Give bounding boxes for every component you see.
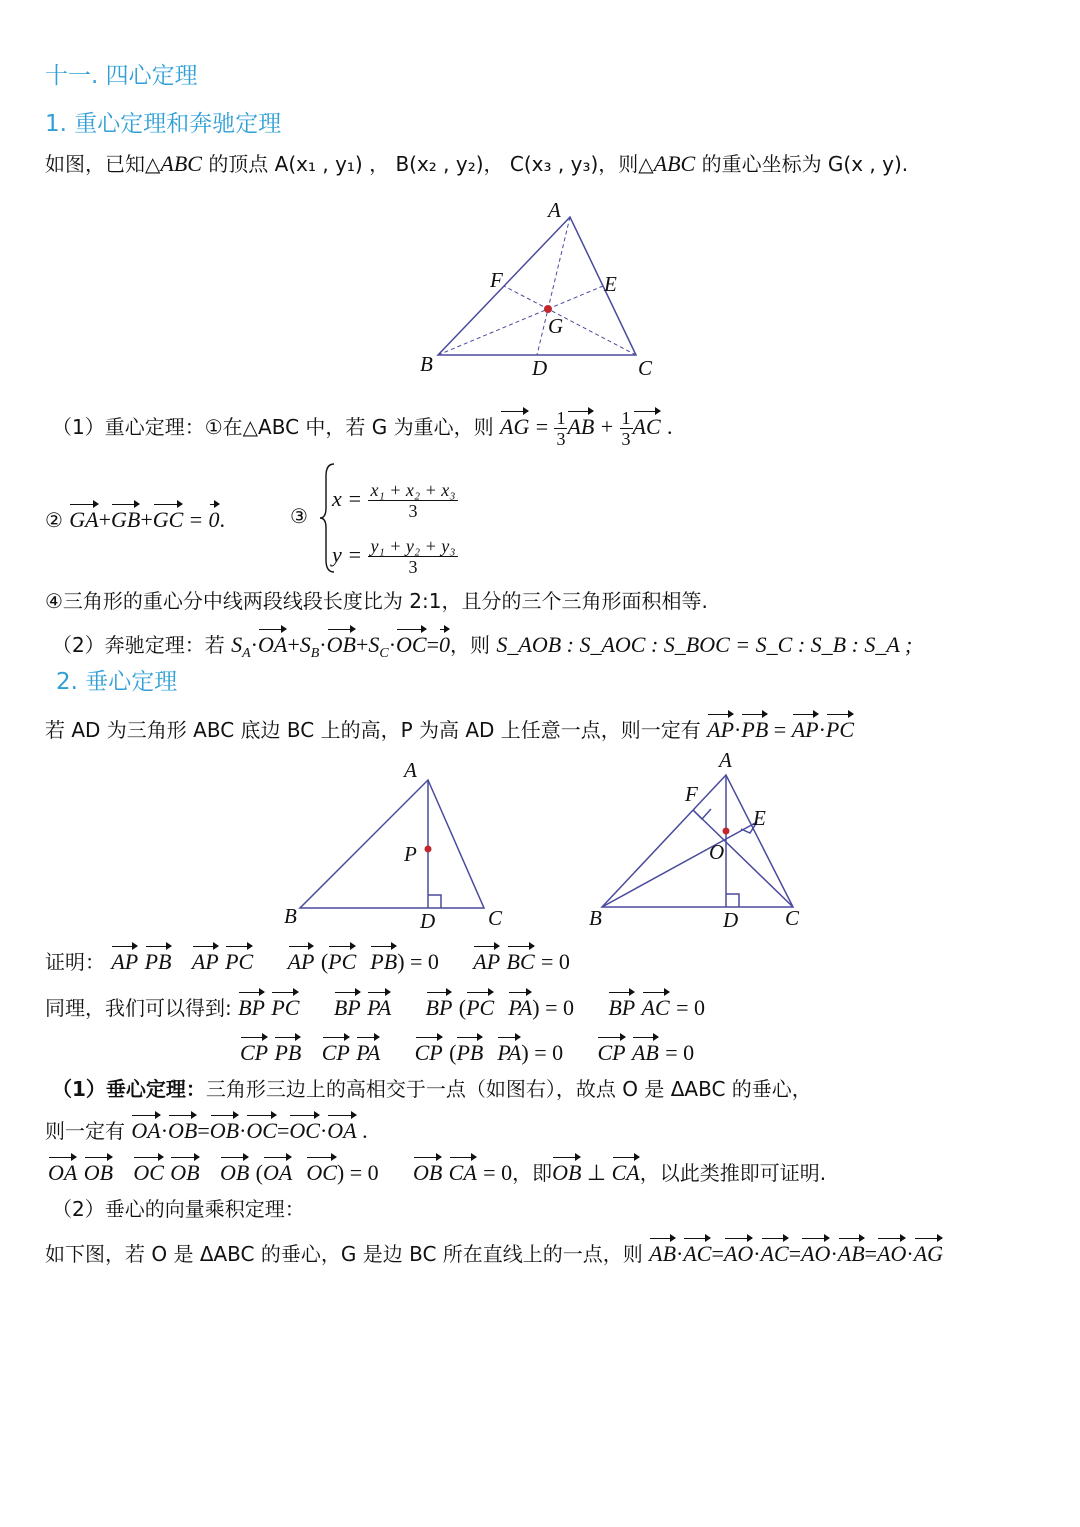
proof-line: 证明： AP PB AP PC AP (PC PB) = 0 AP BC = 0 [45, 944, 570, 976]
fig1-label-B: B [284, 904, 297, 928]
centroid-item-2: ② GA+GB+GC = 0. [45, 502, 225, 534]
label-E: E [604, 272, 617, 296]
system-x [332, 480, 458, 521]
centroid-theorem-1: （1）重心定理：①在△ABC 中，若 G 为重心，则 AG = $\frac{1}{3}$ AB + $\frac{1}{3}$ AC . [52, 408, 673, 449]
ortho-then: 则一定有 OA·OB=OB·OC=OC·OA . [45, 1113, 368, 1145]
vec-ag: AG [500, 409, 529, 441]
fig2-label-B: B [589, 906, 602, 930]
vec-ac: AC [633, 409, 661, 441]
ortho-derive: OA OB OC OB OB (OA OC) = 0 OB CA = 0，即OB ⊥ CA，以此类推即可证明. [48, 1155, 826, 1187]
benz-theorem: （2）奔驰定理：若 $S_A\cdot OA+S_B\cdot OB+S_C\cdot OC=0$，则 S_AOB : S_AOC : S_BOC = S_C : S_B : S_A ; [52, 627, 912, 668]
section-title: 十一. 四心定理 [45, 63, 198, 89]
label-A: A [548, 198, 561, 222]
label-C: C [638, 356, 653, 380]
similar-line-2: CP PB CP PA CP (PB PA) = 0 CP AB = 0 [240, 1035, 694, 1067]
y-frac: $\frac{\text{y₁ + y₂ + y₃}}{3}$ [370, 536, 456, 577]
centroid-heading: 1. 重心定理和奔驰定理 [45, 111, 282, 137]
fig2-label-D: D [723, 908, 739, 932]
label-G: G [548, 314, 564, 338]
label-B: B [420, 352, 433, 376]
centroid-figure [400, 195, 680, 385]
label-F: F [490, 268, 503, 292]
derive-suffix: ，即 [512, 1161, 553, 1185]
then-label: 则一定有 [45, 1119, 125, 1143]
centroid-point [544, 305, 552, 313]
orthocenter-heading: 2. 垂心定理 [56, 669, 178, 695]
vec-gc: GC [153, 502, 184, 534]
fig1-label-P: P [404, 842, 417, 866]
ortho-theorem-2-text: 如下图，若 O 是 ΔABC 的垂心，G 是边 BC 所在直线上的一点，则 AB·AC=AO·AC=AO·AB=AO·AG [45, 1236, 943, 1268]
x-eq: x = [332, 486, 363, 511]
y-eq: y = [332, 542, 363, 567]
ortho-intro-text: 若 AD 为三角形 ABC 底边 BC 上的高，P 为高 AD 上任意一点，则一定有 [45, 718, 701, 742]
centroid-intro [45, 150, 908, 178]
benz-label: （2）奔驰定理：若 [52, 633, 225, 657]
derive-end: ，以此类推即可证明. [639, 1161, 827, 1185]
altitude-triangle [300, 780, 484, 908]
fig2-label-E: E [753, 806, 766, 830]
fig1-label-A: A [404, 758, 417, 782]
intro-abc: ABC [160, 151, 202, 176]
similar-line-1: 同理，我们可以得到: BP PC BP PA BP (PC PA) = 0 BP AC = 0 [45, 990, 705, 1022]
orthocenter-intro: 若 AD 为三角形 ABC 底边 BC 上的高，P 为高 AD 上任意一点，则一定有 AP·PB = AP·PC [45, 712, 854, 744]
fig1-label-D: D [420, 909, 436, 933]
benz-rhs: S_AOB : S_AOC : S_BOC = S_C : S_B : S_A ; [496, 632, 913, 657]
frac-one-third-1: $\frac{1}{3}$ [556, 408, 566, 449]
fig2-label-F: F [685, 782, 698, 806]
intro-suffix: 的重心坐标为 G(x , y). [701, 152, 909, 176]
label-D: D [532, 356, 548, 380]
thm2-text: 如下图，若 O 是 ΔABC 的垂心，G 是边 BC 所在直线上的一点，则 [45, 1242, 643, 1266]
altitude-figure [280, 755, 520, 935]
thm1-label: （1）重心定理： [52, 415, 205, 439]
benz-then: ，则 [450, 633, 491, 657]
orthocenter-figure [585, 745, 815, 935]
ortho-theorem-1 [52, 1075, 812, 1103]
intro-vertices: 的顶点 A(x₁ , y₁) ， B(x₂ , y₂)， C(x₃ , y₃)，则△ [208, 152, 654, 176]
proof-label: 证明： [45, 950, 105, 974]
centroid-item-4: ④三角形的重心分中线两段线段长度比为 2:1，且分的三个三角形面积相等. [45, 589, 708, 613]
intro-prefix: 如图，已知△ [45, 152, 161, 176]
x-frac: $\frac{\text{x₁ + x₂ + x₃}}{3}$ [370, 480, 456, 521]
ortho-thm1-label: （1）垂心定理： [52, 1077, 206, 1101]
fig2-label-A: A [719, 748, 732, 772]
frac-one-third-2: $\frac{1}{3}$ [621, 408, 631, 449]
point-P [425, 846, 432, 853]
thm1-text: ①在△ABC 中，若 G 为重心，则 [204, 415, 494, 439]
vec-zero: 0 [209, 502, 220, 534]
fig1-label-C: C [488, 906, 503, 930]
fig2-label-C: C [785, 906, 800, 930]
vec-gb: GB [111, 502, 140, 534]
vec-ab: AB [567, 409, 594, 441]
system-y [332, 536, 458, 577]
vec-ga: GA [69, 502, 98, 534]
fig2-label-O: O [709, 840, 725, 864]
circle-3: ③ [290, 504, 308, 528]
same-label: 同理，我们可以得到: [45, 996, 232, 1020]
ortho-thm1-text: 三角形三边上的高相交于一点（如图右），故点 O 是 ΔABC 的垂心， [205, 1077, 812, 1101]
ortho-theorem-2: （2）垂心的向量乘积定理： [52, 1197, 305, 1221]
circle-2: ② [45, 508, 63, 532]
intro-abc-2: ABC [653, 151, 696, 176]
point-O [723, 828, 730, 835]
